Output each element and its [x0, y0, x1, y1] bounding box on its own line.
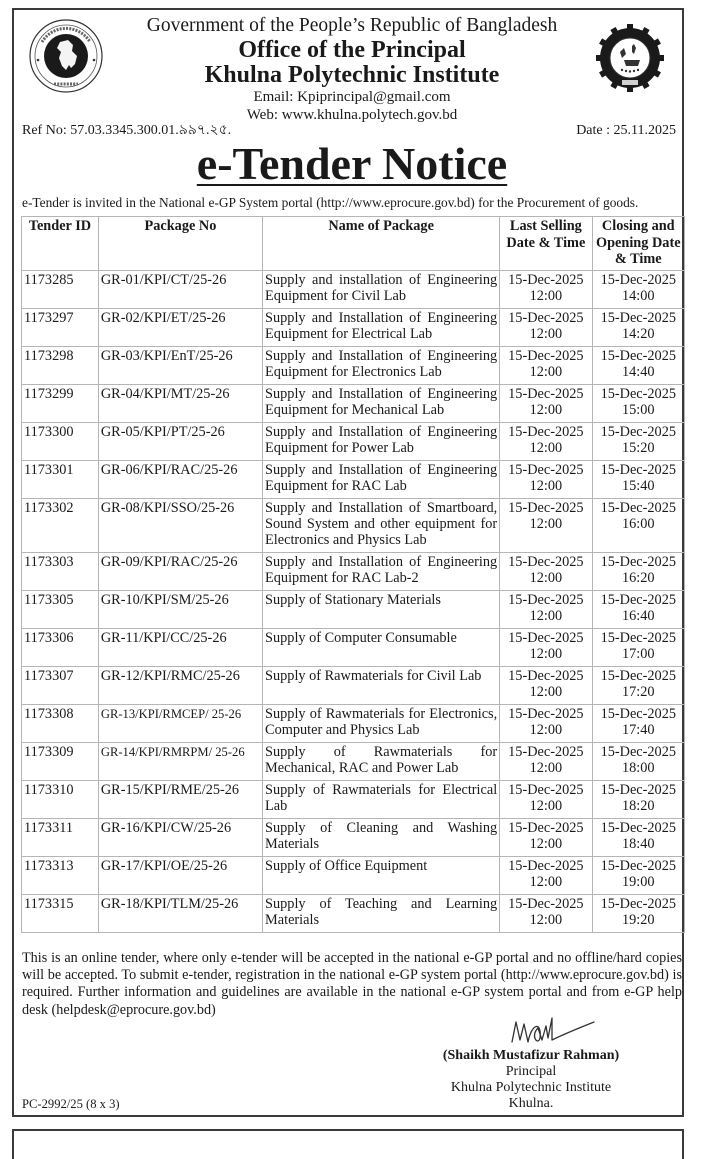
- header-closing-opening: Closing and Opening Date & Time: [592, 217, 684, 271]
- closing-date: 15-Dec-2025: [600, 272, 676, 288]
- footer-instructions: This is an online tender, where only e-tender will be accepted in the national e-GP portal and no offline/hard copies will be accepted. To submit e-tender, registration in the national e-GP system portal (http://www.eprocure.gov.bd) is required. Further information and guidelines are available in the national e-GP system portal and from e-GP help desk (helpdesk@eprocure.gov.bd): [22, 950, 682, 1018]
- package-name-cell: Supply of Office Equipment: [263, 857, 500, 895]
- last-selling-cell: [500, 309, 592, 347]
- closing-opening-cell: [592, 553, 684, 591]
- package-name-cell: Supply and Installation of Engineering Equipment for Electrical Lab: [263, 309, 500, 347]
- last-selling-date: 15-Dec-2025: [508, 820, 584, 836]
- tender-id-cell: 1173305: [22, 591, 99, 629]
- table-row: [22, 781, 685, 819]
- last-selling-time: 12:00: [529, 912, 563, 928]
- package-no-cell: GR-15/KPI/RME/25-26: [98, 781, 262, 819]
- closing-time: 15:40: [621, 478, 655, 494]
- closing-opening-cell: [592, 667, 684, 705]
- closing-date: 15-Dec-2025: [600, 896, 676, 912]
- closing-opening-cell: [592, 499, 684, 553]
- table-row: [22, 385, 685, 423]
- closing-time: 16:20: [621, 570, 655, 586]
- last-selling-cell: [500, 895, 592, 933]
- last-selling-cell: [500, 347, 592, 385]
- closing-opening-cell: [592, 309, 684, 347]
- table-row: [22, 667, 685, 705]
- last-selling-time: 12:00: [529, 326, 563, 342]
- tender-id-cell: 1173307: [22, 667, 99, 705]
- last-selling-cell: [500, 781, 592, 819]
- table-row: [22, 271, 685, 309]
- closing-opening-cell: [592, 743, 684, 781]
- tender-id-cell: 1173313: [22, 857, 99, 895]
- last-selling-date: 15-Dec-2025: [508, 554, 584, 570]
- last-selling-date: 15-Dec-2025: [508, 630, 584, 646]
- government-heading: Government of the People’s Republic of Bangladesh: [146, 15, 558, 36]
- last-selling-time: 12:00: [529, 722, 563, 738]
- last-selling-date: 15-Dec-2025: [508, 500, 584, 516]
- closing-date: 15-Dec-2025: [600, 424, 676, 440]
- last-selling-time: 12:00: [529, 402, 563, 418]
- closing-date: 15-Dec-2025: [600, 500, 676, 516]
- package-no-cell: GR-16/KPI/CW/25-26: [98, 819, 262, 857]
- last-selling-time: 12:00: [529, 646, 563, 662]
- last-selling-date: 15-Dec-2025: [508, 592, 584, 608]
- package-name-cell: Supply and Installation of Engineering Equipment for RAC Lab-2: [263, 553, 500, 591]
- package-name-cell: Supply of Rawmaterials for Civil Lab: [263, 667, 500, 705]
- tender-id-cell: 1173302: [22, 499, 99, 553]
- tender-id-cell: 1173299: [22, 385, 99, 423]
- table-row: [22, 553, 685, 591]
- closing-date: 15-Dec-2025: [600, 462, 676, 478]
- last-selling-time: 12:00: [529, 516, 563, 532]
- closing-date: 15-Dec-2025: [600, 858, 676, 874]
- table-header-row: [22, 217, 685, 271]
- tender-id-cell: 1173297: [22, 309, 99, 347]
- closing-opening-cell: [592, 461, 684, 499]
- closing-date: 15-Dec-2025: [600, 348, 676, 364]
- intro-text: e-Tender is invited in the National e-GP System portal (http://www.eprocure.gov.bd) for the Procurement of goods.: [22, 195, 639, 210]
- tender-table: [21, 216, 685, 933]
- signatory-city: Khulna.: [508, 1096, 554, 1111]
- package-no-cell: GR-06/KPI/RAC/25-26: [98, 461, 262, 499]
- last-selling-time: 12:00: [529, 798, 563, 814]
- signature-block: [420, 1048, 642, 1112]
- closing-date: 15-Dec-2025: [600, 706, 676, 722]
- package-no-cell: GR-12/KPI/RMC/25-26: [98, 667, 262, 705]
- signatory-name: (Shaikh Mustafizur Rahman): [442, 1048, 620, 1063]
- last-selling-cell: [500, 385, 592, 423]
- closing-time: 18:00: [621, 760, 655, 776]
- package-no-cell: GR-02/KPI/ET/25-26: [98, 309, 262, 347]
- last-selling-time: 12:00: [529, 836, 563, 852]
- closing-time: 14:40: [621, 364, 655, 380]
- package-name-cell: Supply and Installation of Engineering Equipment for Mechanical Lab: [263, 385, 500, 423]
- package-name-cell: Supply and Installation of Smartboard, Sound System and other equipment for Electronics and Physics Lab: [263, 499, 500, 553]
- closing-time: 17:20: [621, 684, 655, 700]
- table-row: [22, 423, 685, 461]
- tender-id-cell: 1173309: [22, 743, 99, 781]
- closing-opening-cell: [592, 629, 684, 667]
- package-no-cell: GR-14/KPI/RMRPM/ 25-26: [98, 743, 262, 781]
- package-no-cell: GR-05/KPI/PT/25-26: [98, 423, 262, 461]
- closing-time: 14:00: [621, 288, 655, 304]
- tender-id-cell: 1173301: [22, 461, 99, 499]
- closing-opening-cell: [592, 591, 684, 629]
- last-selling-time: 12:00: [529, 478, 563, 494]
- last-selling-cell: [500, 857, 592, 895]
- last-selling-date: 15-Dec-2025: [508, 706, 584, 722]
- package-no-cell: GR-11/KPI/CC/25-26: [98, 629, 262, 667]
- closing-opening-cell: [592, 271, 684, 309]
- office-heading: Office of the Principal: [238, 37, 466, 63]
- header-last-selling: Last Selling Date & Time: [500, 217, 592, 271]
- web-line: Web: www.khulna.polytech.gov.bd: [246, 107, 458, 123]
- table-row: [22, 705, 685, 743]
- last-selling-time: 12:00: [529, 288, 563, 304]
- last-selling-time: 12:00: [529, 684, 563, 700]
- closing-time: 15:00: [621, 402, 655, 418]
- table-row: [22, 895, 685, 933]
- notice-title: [0, 138, 704, 190]
- closing-date: 15-Dec-2025: [600, 630, 676, 646]
- closing-date: 15-Dec-2025: [600, 592, 676, 608]
- closing-date: 15-Dec-2025: [600, 744, 676, 760]
- tender-id-cell: 1173308: [22, 705, 99, 743]
- last-selling-date: 15-Dec-2025: [508, 668, 584, 684]
- package-no-cell: GR-04/KPI/MT/25-26: [98, 385, 262, 423]
- package-no-cell: GR-01/KPI/CT/25-26: [98, 271, 262, 309]
- signature-icon: [508, 1012, 598, 1048]
- last-selling-cell: [500, 553, 592, 591]
- last-selling-cell: [500, 591, 592, 629]
- closing-time: 19:20: [621, 912, 655, 928]
- package-name-cell: Supply of Cleaning and Washing Materials: [263, 819, 500, 857]
- last-selling-time: 12:00: [529, 608, 563, 624]
- package-no-cell: GR-13/KPI/RMCEP/ 25-26: [98, 705, 262, 743]
- last-selling-date: 15-Dec-2025: [508, 348, 584, 364]
- package-name-cell: Supply of Computer Consumable: [263, 629, 500, 667]
- last-selling-date: 15-Dec-2025: [508, 386, 584, 402]
- closing-time: 18:20: [621, 798, 655, 814]
- table-row: [22, 347, 685, 385]
- closing-opening-cell: [592, 857, 684, 895]
- package-name-cell: Supply and Installation of Engineering Equipment for RAC Lab: [263, 461, 500, 499]
- closing-date: 15-Dec-2025: [600, 782, 676, 798]
- header-package-name: Name of Package: [263, 217, 500, 271]
- package-name-cell: Supply of Stationary Materials: [263, 591, 500, 629]
- last-selling-cell: [500, 819, 592, 857]
- last-selling-time: 12:00: [529, 874, 563, 890]
- last-selling-cell: [500, 743, 592, 781]
- closing-opening-cell: [592, 423, 684, 461]
- last-selling-date: 15-Dec-2025: [508, 858, 584, 874]
- closing-time: 18:40: [621, 836, 655, 852]
- closing-time: 15:20: [621, 440, 655, 456]
- last-selling-date: 15-Dec-2025: [508, 310, 584, 326]
- closing-time: 17:00: [621, 646, 655, 662]
- package-name-cell: Supply and Installation of Engineering Equipment for Electronics Lab: [263, 347, 500, 385]
- package-no-cell: GR-09/KPI/RAC/25-26: [98, 553, 262, 591]
- package-no-cell: GR-17/KPI/OE/25-26: [98, 857, 262, 895]
- last-selling-time: 12:00: [529, 570, 563, 586]
- closing-opening-cell: [592, 385, 684, 423]
- package-name-cell: Supply and Installation of Engineering Equipment for Power Lab: [263, 423, 500, 461]
- closing-date: 15-Dec-2025: [600, 820, 676, 836]
- last-selling-cell: [500, 705, 592, 743]
- last-selling-cell: [500, 629, 592, 667]
- closing-date: 15-Dec-2025: [600, 386, 676, 402]
- notice-date: Date : 25.11.2025: [576, 123, 676, 138]
- package-name-cell: Supply of Rawmaterials for Electrical Lab: [263, 781, 500, 819]
- last-selling-date: 15-Dec-2025: [508, 744, 584, 760]
- last-selling-date: 15-Dec-2025: [508, 424, 584, 440]
- package-name-cell: Supply of Rawmaterials for Electronics, Computer and Physics Lab: [263, 705, 500, 743]
- closing-opening-cell: [592, 705, 684, 743]
- package-name-cell: Supply of Teaching and Learning Materials: [263, 895, 500, 933]
- closing-date: 15-Dec-2025: [600, 554, 676, 570]
- table-row: [22, 591, 685, 629]
- last-selling-cell: [500, 423, 592, 461]
- table-row: [22, 499, 685, 553]
- email-line: Email: Kpiprincipal@gmail.com: [253, 89, 451, 105]
- package-no-cell: GR-08/KPI/SSO/25-26: [98, 499, 262, 553]
- tender-id-cell: 1173300: [22, 423, 99, 461]
- last-selling-date: 15-Dec-2025: [508, 272, 584, 288]
- closing-time: 14:20: [621, 326, 655, 342]
- last-selling-time: 12:00: [529, 440, 563, 456]
- closing-opening-cell: [592, 781, 684, 819]
- notice-title-text: e-Tender Notice: [196, 138, 508, 189]
- next-notice-border: [12, 1129, 684, 1159]
- last-selling-cell: [500, 461, 592, 499]
- closing-time: 17:40: [621, 722, 655, 738]
- header-tender-id: Tender ID: [22, 217, 99, 271]
- closing-opening-cell: [592, 347, 684, 385]
- table-row: [22, 461, 685, 499]
- last-selling-cell: [500, 271, 592, 309]
- institute-heading: Khulna Polytechnic Institute: [204, 62, 500, 88]
- package-name-cell: Supply and installation of Engineering Equipment for Civil Lab: [263, 271, 500, 309]
- last-selling-date: 15-Dec-2025: [508, 462, 584, 478]
- closing-date: 15-Dec-2025: [600, 310, 676, 326]
- reference-number: Ref No: 57.03.3345.300.01.৯৯৭.২৫.: [22, 123, 232, 138]
- package-no-cell: GR-18/KPI/TLM/25-26: [98, 895, 262, 933]
- tender-id-cell: 1173303: [22, 553, 99, 591]
- table-row: [22, 857, 685, 895]
- closing-opening-cell: [592, 819, 684, 857]
- closing-date: 15-Dec-2025: [600, 668, 676, 684]
- closing-time: 19:00: [621, 874, 655, 890]
- signatory-institute: Khulna Polytechnic Institute: [450, 1080, 612, 1095]
- package-no-cell: GR-03/KPI/EnT/25-26: [98, 347, 262, 385]
- closing-time: 16:40: [621, 608, 655, 624]
- tender-id-cell: 1173310: [22, 781, 99, 819]
- package-no-cell: GR-10/KPI/SM/25-26: [98, 591, 262, 629]
- tender-id-cell: 1173311: [22, 819, 99, 857]
- last-selling-time: 12:00: [529, 760, 563, 776]
- pc-code: PC-2992/25 (8 x 3): [22, 1097, 120, 1111]
- table-row: [22, 629, 685, 667]
- last-selling-date: 15-Dec-2025: [508, 782, 584, 798]
- last-selling-time: 12:00: [529, 364, 563, 380]
- last-selling-cell: [500, 667, 592, 705]
- signatory-designation: Principal: [505, 1064, 557, 1079]
- table-row: [22, 743, 685, 781]
- tender-id-cell: 1173285: [22, 271, 99, 309]
- last-selling-cell: [500, 499, 592, 553]
- tender-id-cell: 1173306: [22, 629, 99, 667]
- header-package-no: Package No: [98, 217, 262, 271]
- last-selling-date: 15-Dec-2025: [508, 896, 584, 912]
- closing-time: 16:00: [621, 516, 655, 532]
- table-row: [22, 309, 685, 347]
- tender-id-cell: 1173315: [22, 895, 99, 933]
- closing-opening-cell: [592, 895, 684, 933]
- table-row: [22, 819, 685, 857]
- package-name-cell: Supply of Rawmaterials for Mechanical, RAC and Power Lab: [263, 743, 500, 781]
- tender-id-cell: 1173298: [22, 347, 99, 385]
